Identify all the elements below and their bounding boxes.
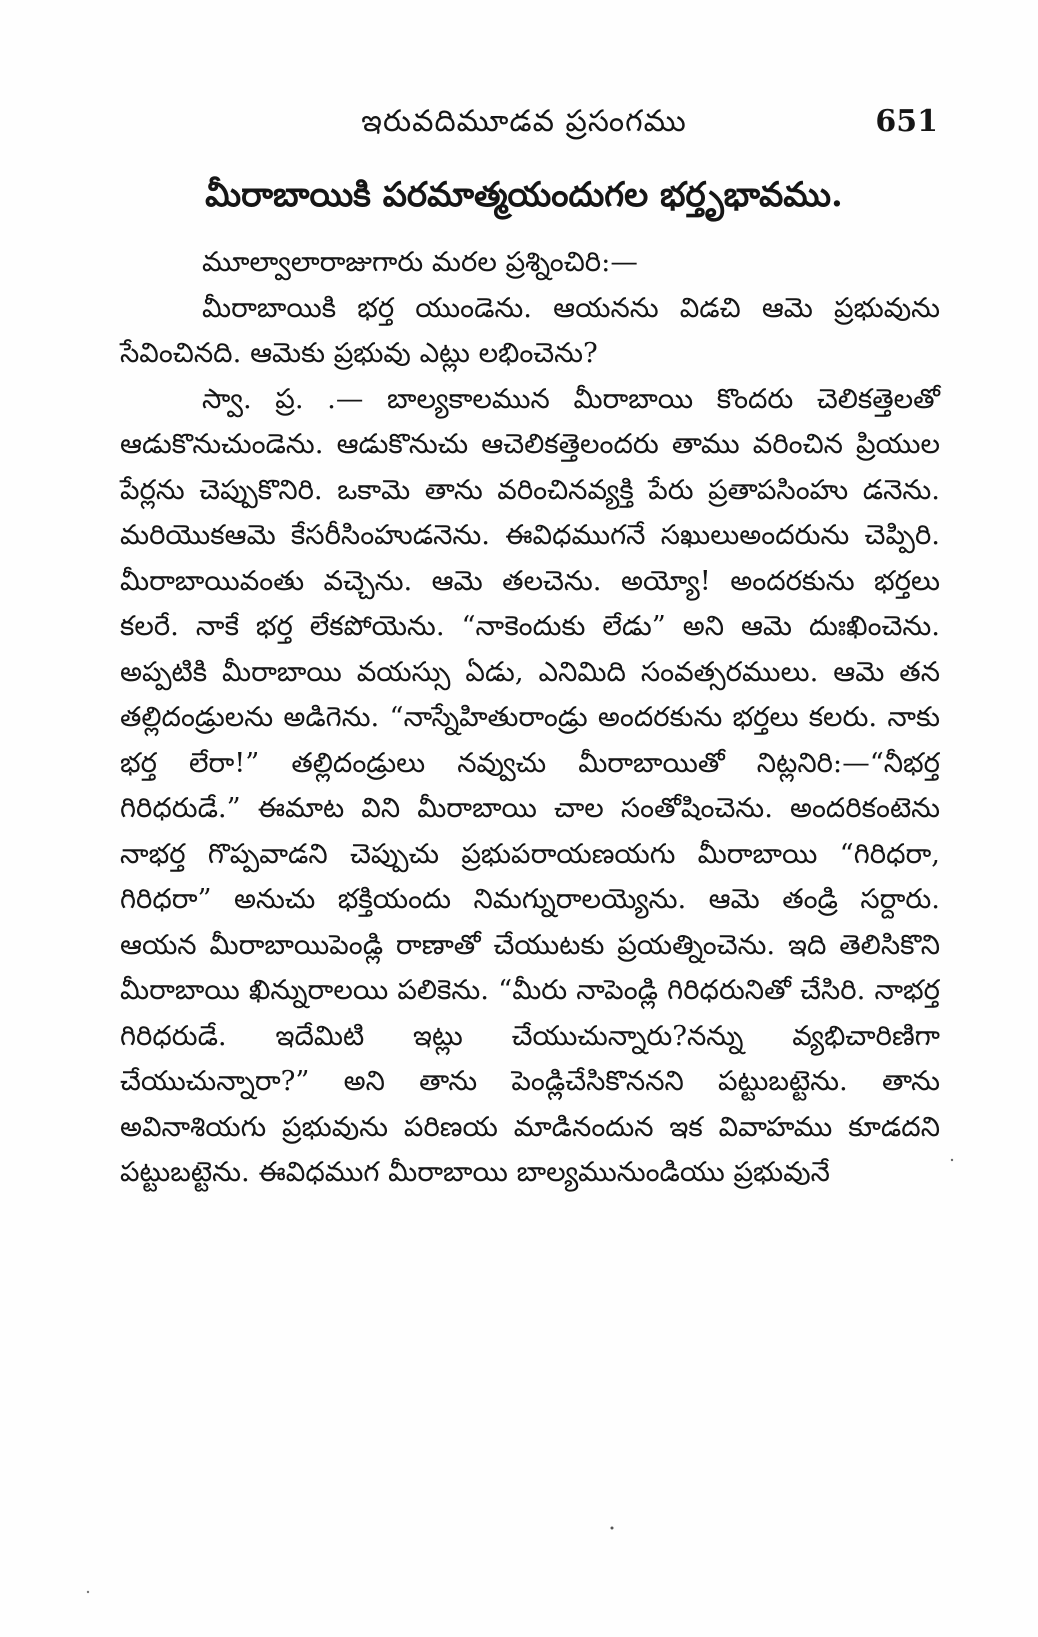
running-title: ఇరువదిమూడవ ప్రసంగము	[361, 104, 687, 139]
page-number: 651	[875, 104, 938, 139]
section-heading: మీరాబాయికి పరమాత్మయందుగల భర్తృభావము.	[205, 175, 843, 215]
paragraph-question-intro: మూల్వాలారాజుగారు మరల ప్రశ్నించిరి:—	[202, 246, 638, 278]
paragraph-answer: స్వా. ప్ర. .— బాల్యకాలమున మీరాబాయి కొందరు చెలికత్తెలతో ఆడుకొనుచుండెను. ఆడుకొనుచు ఆచెలికత్తెలందరు తాము వరించిన ప్రియుల పేర్లను చెప్పుకొనిరి. ఒకామె తాను వరించినవ్యక్తి పేరు ప్రతాపసింహు డనెను. మరియొకఆమె కేసరీసింహుడనెను. ఈవిధముగనే సఖులుఅందరును చెప్పిరి. మీరాబాయివంతు వచ్చెను. ఆమె తలచెను. అయ్యో! అందరకును భర్తలు కలరే. నాకే భర్త లేకపోయెను. “నాకెందుకు లేడు” అని ఆమె దుఃఖించెను. అప్పటికి మీరాబాయి వయస్సు ఏడు, ఎనిమిది సంవత్సరములు. ఆమె తన తల్లిదండ్రులను అడిగెను. “నాస్నేహితురాండ్రు అందరకును భర్తలు కలరు. నాకు భర్త లేరా!” తల్లిదండ్రులు నవ్వుచు మీరాబాయితో నిట్లనిరి:—“నీభర్త గిరిధరుడే.” ఈమాట విని మీరాబాయి చాల సంతోషించెను. అందరికంటెను నాభర్త గొప్పవాడని చెప్పుచు ప్రభుపరాయణయగు మీరాబాయి “గిరిధరా, గిరిధరా” అనుచు భక్తియందు నిమగ్నురాలయ్యెను. ఆమె తండ్రి సర్దారు. ఆయన మీరాబాయిపెండ్లి రాణాతో చేయుటకు ప్రయత్నించెను. ఇది తెలిసికొని మీరాబాయి ఖిన్నురాలయి పలికెను. “మీరు నాపెండ్లి గిరిధరునితో చేసిరి. నాభర్త గిరిధరుడే. ఇదేమిటి ఇట్లు చేయుచున్నారు?నన్ను వ్యభిచారిణిగా చేయుచున్నారా?” అని తాను పెండ్లిచేసికొననని పట్టుబట్టెను. తాను అవినాశియగు ప్రభువును పరిణయ మాడినందున ఇక వివాహము కూడదని పట్టుబట్టెను. ఈవిధముగ మీరాబాయి బాల్యమునుండియు ప్రభువునే	[120, 382, 940, 1188]
paragraph-question: మీరాబాయికి భర్త యుండెను. ఆయనను విడచి ఆమె ప్రభువును సేవించినది. ఆమెకు ప్రభువు ఎట్లు లభించెను?	[120, 291, 940, 369]
body-text	[120, 240, 940, 1196]
running-header	[110, 100, 938, 144]
